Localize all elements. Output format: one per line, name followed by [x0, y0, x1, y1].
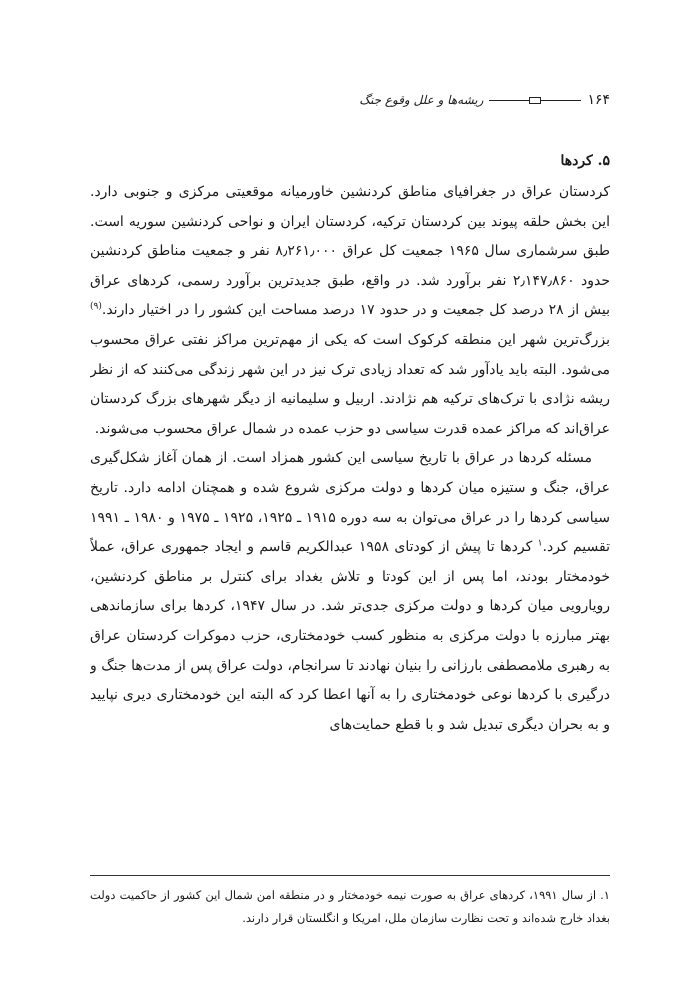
paragraph-1: کردستان عراق در جغرافیای مناطق کردنشین خاورمیانه موقعیتی مرکزی و جنوبی دارد. این بخش حلقه پیوند بین کردستان ترکیه، کردستان ایران و نواحی کردنشین سوریه است. طبق سرشماری سال ۱۹۶۵ جمعیت کل عراق ۸٫۲۶۱٫۰۰۰ نفر و جمعیت مناطق کردنشین حدود ۲٫۱۴۷٫۸۶۰ نفر برآورد شد. در واقع، طبق جدیدترین برآورد رسمی، کردهای عراق بیش از ۲۸ درصد کل جمعیت و در حدود ۱۷ درصد مساحت این کشور را در اختیار دارند.$^{(۹)}$ بزرگ‌ترین شهر این منطقه کرکوک است که یکی از مهم‌ترین مراکز نفتی عراق محسوب می‌شود. البته باید یادآور شد که تعداد زیادی ترک نیز در این شهر زندگی می‌کنند که از نظر ریشه نژادی با ترک‌های ترکیه هم نژادند. اربیل و سلیمانیه از دیگر شهرهای بزرگ کردستان عراق‌اند که مراکز عمده قدرت سیاسی دو حزب عمده در شمال عراق محسوب می‌شوند. — [90, 184, 610, 437]
footnote-marker: ۱ — [537, 538, 543, 549]
footnote: ۱. از سال ۱۹۹۱، کردهای عراق به صورت نیمه خودمختار و در منطقه امن شمال این کشور از حاکمیت دولت بغداد خارج شده‌اند و تحت نظارت سازمان ملل، امریکا و انگلستان قرار دارند. — [90, 888, 610, 925]
running-head — [310, 88, 610, 112]
body-text — [90, 178, 610, 868]
paragraph-2: مسئله کردها در عراق با تاریخ سیاسی این کشور همزاد است. از همان آغاز شکل‌گیری عراق، جنگ و ستیزه میان کردها و دولت مرکزی شروع شده و همچنان ادامه دارد. تاریخ سیاسی کردها را در عراق می‌توان به سه دوره ۱۹۱۵ ـ ۱۹۲۵، ۱۹۲۵ ـ ۱۹۷۵ و ۱۹۸۰ ـ ۱۹۹۱ تقسیم کرد.$^۱$ کردها تا پیش از کودتای ۱۹۵۸ عبدالکریم قاسم و ایجاد جمهوری عراق، عملاً خودمختار بودند، اما پس از این کودتا و تلاش بغداد برای کنترل بر مناطق کردنشین، رویارویی میان کردها و دولت مرکزی جدی‌تر شد. در سال ۱۹۴۷، کردها برای سازماندهی بهتر مبارزه با دولت مرکزی به منظور کسب خودمختاری، حزب دموکرات کردستان عراق به رهبری ملامصطفی بارزانی را بنیان نهادند تا سرانجام، دولت عراق پس از مدت‌ها جنگ و درگیری با کردها نوعی خودمختاری را به آنها اعطا کرد که البته این خودمختاری دیری نپایید و به بحران دیگری تبدیل شد و با قطع حمایت‌های — [90, 450, 610, 733]
page-number: ۱۶۴ — [587, 92, 610, 108]
footnote-divider — [90, 875, 610, 876]
book-title: ریشه‌ها و علل وقوع جنگ — [359, 93, 484, 107]
header-ornament — [489, 97, 581, 104]
reference-marker: (۹) — [90, 301, 102, 312]
section-heading: ۵. کردها — [560, 153, 610, 169]
